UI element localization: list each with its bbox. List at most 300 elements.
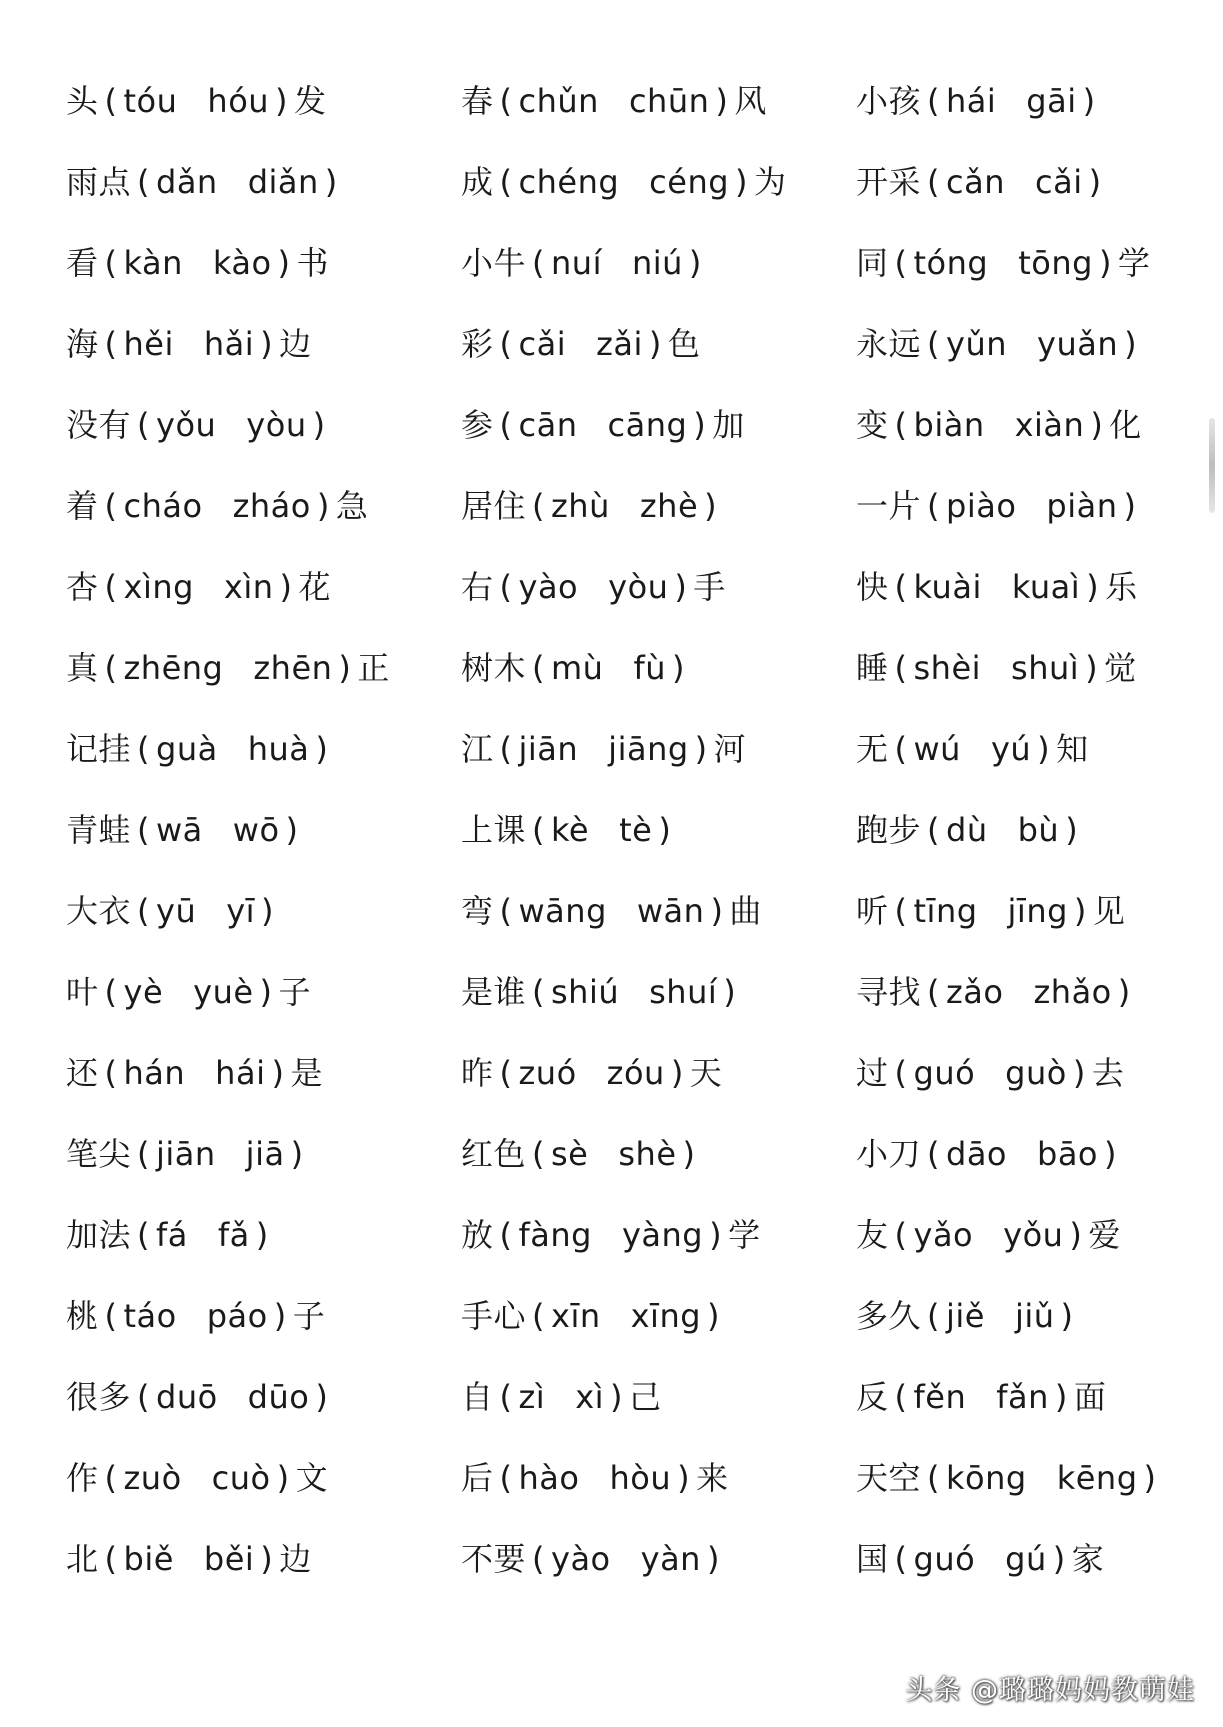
close-paren: ) bbox=[255, 1215, 269, 1254]
close-paren: ) bbox=[706, 1539, 720, 1578]
pinyin-option-1[interactable]: hěi bbox=[123, 324, 174, 363]
close-paren: ) bbox=[694, 729, 708, 768]
pinyin-option-1[interactable]: kàn bbox=[123, 243, 183, 282]
pinyin-option-1[interactable]: shiú bbox=[551, 972, 620, 1011]
word-chars-before: 彩 bbox=[461, 324, 494, 363]
pinyin-option-1[interactable]: yǎo bbox=[913, 1215, 974, 1254]
word-chars-before: 寻找 bbox=[856, 972, 922, 1011]
word-chars-after: 知 bbox=[1056, 729, 1089, 768]
word-chars-before: 树木 bbox=[461, 648, 527, 687]
word-item bbox=[856, 789, 1176, 870]
word-item bbox=[66, 1032, 461, 1113]
word-chars-after: 加 bbox=[712, 405, 745, 444]
pinyin-option-2[interactable]: tōng bbox=[1018, 243, 1093, 282]
pinyin-option-2[interactable]: tè bbox=[619, 810, 653, 849]
close-paren: ) bbox=[312, 405, 326, 444]
word-chars-after: 曲 bbox=[729, 891, 762, 930]
open-paren: ( bbox=[927, 1296, 940, 1335]
word-chars-before: 右 bbox=[461, 567, 494, 606]
close-paren: ) bbox=[279, 567, 293, 606]
open-paren: ( bbox=[894, 729, 908, 768]
open-paren: ( bbox=[532, 972, 545, 1011]
word-chars-after: 去 bbox=[1091, 1053, 1125, 1092]
word-chars-before: 开采 bbox=[856, 162, 922, 201]
word-item bbox=[856, 951, 1176, 1032]
pinyin-option-2[interactable]: huà bbox=[247, 729, 310, 768]
close-paren: ) bbox=[1082, 81, 1096, 120]
pinyin-option-2[interactable]: cāng bbox=[607, 405, 688, 444]
pinyin-option-1[interactable]: zhēng bbox=[123, 648, 224, 687]
pinyin-option-1[interactable]: sè bbox=[551, 1134, 589, 1173]
pinyin-option-2[interactable]: diǎn bbox=[247, 162, 319, 201]
word-item bbox=[856, 384, 1176, 465]
word-chars-after: 书 bbox=[296, 243, 330, 282]
close-paren: ) bbox=[1090, 405, 1104, 444]
word-item bbox=[461, 546, 856, 627]
pinyin-option-1[interactable]: fěn bbox=[913, 1377, 967, 1416]
pinyin-option-2[interactable]: yī bbox=[226, 891, 256, 930]
pinyin-option-1[interactable]: yǔn bbox=[946, 324, 1007, 363]
pinyin-option-1[interactable]: dǎn bbox=[156, 162, 218, 201]
close-paren: ) bbox=[1143, 1458, 1157, 1497]
open-paren: ( bbox=[137, 1377, 150, 1416]
pinyin-option-1[interactable]: kè bbox=[551, 810, 590, 849]
open-paren: ( bbox=[499, 1215, 513, 1254]
word-chars-before: 笔尖 bbox=[66, 1134, 132, 1173]
pinyin-option-2[interactable]: shuí bbox=[649, 972, 718, 1011]
close-paren: ) bbox=[1054, 1377, 1068, 1416]
pinyin-option-2[interactable]: hòu bbox=[609, 1458, 672, 1497]
open-paren: ( bbox=[137, 891, 150, 930]
close-paren: ) bbox=[610, 1377, 623, 1416]
close-paren: ) bbox=[1124, 324, 1138, 363]
word-item bbox=[461, 789, 856, 870]
word-item bbox=[461, 870, 856, 951]
pinyin-option-2[interactable]: páo bbox=[206, 1296, 268, 1335]
word-chars-after: 子 bbox=[292, 1296, 326, 1335]
close-paren: ) bbox=[707, 1296, 721, 1335]
pinyin-option-1[interactable]: kuài bbox=[913, 567, 982, 606]
pinyin-option-2[interactable]: zóu bbox=[606, 1053, 665, 1092]
word-chars-before: 居住 bbox=[461, 486, 527, 525]
close-paren: ) bbox=[260, 1539, 274, 1578]
page-edge-mark bbox=[1209, 418, 1215, 513]
word-chars-before: 北 bbox=[66, 1539, 99, 1578]
close-paren: ) bbox=[670, 1053, 684, 1092]
word-chars-before: 睡 bbox=[856, 648, 889, 687]
word-chars-after: 文 bbox=[295, 1458, 329, 1497]
word-chars-after: 花 bbox=[298, 567, 332, 606]
word-chars-before: 无 bbox=[856, 729, 889, 768]
word-chars-before: 春 bbox=[461, 81, 494, 120]
word-item bbox=[856, 870, 1176, 951]
pinyin-option-1[interactable]: guó bbox=[913, 1539, 976, 1578]
open-paren: ( bbox=[894, 1215, 908, 1254]
word-item bbox=[461, 1356, 856, 1437]
pinyin-option-1[interactable]: zuò bbox=[123, 1458, 182, 1497]
word-chars-after: 子 bbox=[278, 972, 312, 1011]
word-item bbox=[461, 222, 856, 303]
pinyin-option-1[interactable]: yào bbox=[551, 1539, 611, 1578]
pinyin-option-1[interactable]: hán bbox=[123, 1053, 186, 1092]
word-chars-before: 还 bbox=[66, 1053, 99, 1092]
pinyin-option-1[interactable]: chǔn bbox=[518, 81, 599, 120]
pinyin-option-2[interactable]: piàn bbox=[1046, 486, 1118, 525]
word-item bbox=[461, 951, 856, 1032]
word-item bbox=[856, 1356, 1176, 1437]
word-item bbox=[856, 1275, 1176, 1356]
open-paren: ( bbox=[532, 810, 545, 849]
word-item bbox=[461, 384, 856, 465]
pinyin-option-1[interactable]: yǒu bbox=[156, 405, 217, 444]
pinyin-option-2[interactable]: xiàn bbox=[1014, 405, 1085, 444]
word-item bbox=[66, 1113, 461, 1194]
pinyin-option-2[interactable]: jiǔ bbox=[1014, 1296, 1055, 1335]
pinyin-option-2[interactable]: zhēn bbox=[253, 648, 333, 687]
pinyin-option-1[interactable]: guó bbox=[913, 1053, 976, 1092]
word-chars-after: 天 bbox=[689, 1053, 723, 1092]
pinyin-option-1[interactable]: táo bbox=[123, 1296, 177, 1335]
pinyin-option-2[interactable]: zhǎo bbox=[1033, 972, 1112, 1011]
pinyin-option-1[interactable]: hào bbox=[518, 1458, 580, 1497]
word-chars-before: 看 bbox=[66, 243, 99, 282]
open-paren: ( bbox=[894, 243, 908, 282]
word-item bbox=[856, 465, 1176, 546]
word-chars-before: 海 bbox=[66, 324, 99, 363]
word-item bbox=[66, 60, 461, 141]
pinyin-option-1[interactable]: duō bbox=[156, 1377, 218, 1416]
close-paren: ) bbox=[324, 162, 338, 201]
word-chars-before: 青蛙 bbox=[66, 810, 132, 849]
word-item bbox=[461, 627, 856, 708]
open-paren: ( bbox=[927, 324, 940, 363]
close-paren: ) bbox=[672, 648, 685, 687]
open-paren: ( bbox=[104, 486, 118, 525]
pinyin-option-1[interactable]: dāo bbox=[946, 1134, 1007, 1173]
open-paren: ( bbox=[104, 1539, 118, 1578]
word-chars-before: 昨 bbox=[461, 1053, 494, 1092]
close-paren: ) bbox=[693, 405, 707, 444]
pinyin-option-1[interactable]: biě bbox=[123, 1539, 174, 1578]
word-chars-before: 真 bbox=[66, 648, 99, 687]
word-item bbox=[66, 384, 461, 465]
pinyin-option-1[interactable]: wāng bbox=[518, 891, 607, 930]
pinyin-option-2[interactable]: fǎ bbox=[217, 1215, 250, 1254]
close-paren: ) bbox=[260, 324, 274, 363]
close-paren: ) bbox=[1085, 648, 1099, 687]
pinyin-option-2[interactable]: bāo bbox=[1037, 1134, 1098, 1173]
pinyin-option-1[interactable]: cǎn bbox=[946, 162, 1005, 201]
word-chars-after: 见 bbox=[1092, 891, 1126, 930]
word-item bbox=[461, 1437, 856, 1518]
word-chars-before: 小刀 bbox=[856, 1134, 922, 1173]
word-item bbox=[66, 1437, 461, 1518]
close-paren: ) bbox=[1072, 1053, 1086, 1092]
pinyin-option-1[interactable]: yào bbox=[518, 567, 579, 606]
word-chars-after: 手 bbox=[693, 567, 726, 606]
close-paren: ) bbox=[1086, 567, 1100, 606]
word-item bbox=[66, 303, 461, 384]
open-paren: ( bbox=[532, 1134, 545, 1173]
word-chars-before: 大衣 bbox=[66, 891, 132, 930]
word-chars-after: 色 bbox=[667, 324, 701, 363]
word-item bbox=[461, 303, 856, 384]
pinyin-option-2[interactable]: shuì bbox=[1011, 648, 1080, 687]
pinyin-option-2[interactable]: yuǎn bbox=[1037, 324, 1119, 363]
word-chars-after: 边 bbox=[279, 1539, 312, 1578]
word-item bbox=[461, 1032, 856, 1113]
close-paren: ) bbox=[1052, 1539, 1066, 1578]
word-item bbox=[461, 465, 856, 546]
pinyin-option-1[interactable]: hái bbox=[946, 81, 997, 120]
close-paren: ) bbox=[285, 810, 299, 849]
pinyin-option-2[interactable]: niú bbox=[631, 243, 683, 282]
close-paren: ) bbox=[704, 486, 718, 525]
close-paren: ) bbox=[275, 81, 289, 120]
watermark: 头条 @璐璐妈妈教萌娃 bbox=[905, 1675, 1195, 1706]
open-paren: ( bbox=[104, 648, 118, 687]
pinyin-option-1[interactable]: guà bbox=[156, 729, 218, 768]
word-item bbox=[856, 627, 1176, 708]
pinyin-option-2[interactable]: zháo bbox=[232, 486, 311, 525]
close-paren: ) bbox=[648, 324, 662, 363]
close-paren: ) bbox=[1098, 243, 1112, 282]
pinyin-option-2[interactable]: kēng bbox=[1056, 1458, 1138, 1497]
pinyin-option-1[interactable]: mù bbox=[551, 648, 604, 687]
open-paren: ( bbox=[499, 1458, 513, 1497]
pinyin-option-1[interactable]: chéng bbox=[518, 162, 620, 201]
word-chars-before: 记挂 bbox=[66, 729, 132, 768]
pinyin-option-1[interactable]: tóu bbox=[123, 81, 178, 120]
close-paren: ) bbox=[1065, 810, 1079, 849]
pinyin-option-2[interactable]: dūo bbox=[247, 1377, 310, 1416]
pinyin-option-1[interactable]: dù bbox=[946, 810, 988, 849]
close-paren: ) bbox=[315, 729, 329, 768]
word-chars-after: 河 bbox=[713, 729, 747, 768]
open-paren: ( bbox=[927, 810, 940, 849]
pinyin-option-2[interactable]: wō bbox=[232, 810, 280, 849]
pinyin-option-1[interactable]: jiě bbox=[946, 1296, 985, 1335]
word-chars-before: 很多 bbox=[66, 1377, 132, 1416]
word-chars-after: 乐 bbox=[1105, 567, 1138, 606]
pinyin-option-2[interactable]: guò bbox=[1005, 1053, 1067, 1092]
word-chars-before: 不要 bbox=[461, 1539, 527, 1578]
pinyin-option-1[interactable]: jiān bbox=[156, 1134, 216, 1173]
open-paren: ( bbox=[104, 243, 118, 282]
open-paren: ( bbox=[104, 972, 118, 1011]
pinyin-option-2[interactable]: cǎi bbox=[1034, 162, 1083, 201]
open-paren: ( bbox=[532, 486, 545, 525]
pinyin-option-2[interactable]: xì bbox=[575, 1377, 605, 1416]
word-chars-after: 己 bbox=[629, 1377, 662, 1416]
open-paren: ( bbox=[104, 1296, 118, 1335]
word-chars-before: 同 bbox=[856, 243, 889, 282]
pinyin-option-2[interactable]: xīng bbox=[630, 1296, 702, 1335]
pinyin-option-2[interactable]: hóu bbox=[207, 81, 270, 120]
open-paren: ( bbox=[894, 891, 908, 930]
pinyin-option-1[interactable]: zǎo bbox=[946, 972, 1004, 1011]
pinyin-option-1[interactable]: wā bbox=[156, 810, 203, 849]
pinyin-option-1[interactable]: jiān bbox=[518, 729, 579, 768]
word-item bbox=[856, 546, 1176, 627]
word-chars-before: 跑步 bbox=[856, 810, 922, 849]
open-paren: ( bbox=[894, 648, 908, 687]
word-chars-before: 快 bbox=[856, 567, 889, 606]
pinyin-option-2[interactable]: zhè bbox=[639, 486, 699, 525]
word-chars-after: 面 bbox=[1073, 1377, 1107, 1416]
pinyin-option-2[interactable]: céng bbox=[649, 162, 730, 201]
word-chars-after: 为 bbox=[754, 162, 787, 201]
word-chars-before: 天空 bbox=[856, 1458, 922, 1497]
word-item bbox=[856, 60, 1176, 141]
pinyin-option-1[interactable]: cháo bbox=[123, 486, 203, 525]
pinyin-option-2[interactable]: yàng bbox=[621, 1215, 704, 1254]
close-paren: ) bbox=[276, 1458, 290, 1497]
pinyin-option-1[interactable]: zhù bbox=[551, 486, 610, 525]
pinyin-option-2[interactable]: yú bbox=[990, 729, 1032, 768]
pinyin-option-1[interactable]: kōng bbox=[946, 1458, 1027, 1497]
pinyin-option-2[interactable]: cuò bbox=[211, 1458, 271, 1497]
pinyin-option-2[interactable]: bù bbox=[1017, 810, 1060, 849]
pinyin-option-1[interactable]: fá bbox=[156, 1215, 188, 1254]
pinyin-option-1[interactable]: yū bbox=[156, 891, 197, 930]
pinyin-option-2[interactable]: chūn bbox=[628, 81, 710, 120]
word-chars-before: 桃 bbox=[66, 1296, 99, 1335]
open-paren: ( bbox=[532, 1539, 545, 1578]
open-paren: ( bbox=[927, 486, 940, 525]
open-paren: ( bbox=[894, 1053, 908, 1092]
pinyin-option-1[interactable]: xīn bbox=[551, 1296, 601, 1335]
word-chars-before: 上课 bbox=[461, 810, 527, 849]
pinyin-option-2[interactable]: běi bbox=[203, 1539, 255, 1578]
pinyin-option-1[interactable]: cǎi bbox=[518, 324, 567, 363]
word-item bbox=[856, 1194, 1176, 1275]
close-paren: ) bbox=[290, 1134, 304, 1173]
open-paren: ( bbox=[499, 81, 513, 120]
pinyin-option-1[interactable]: tīng bbox=[913, 891, 978, 930]
pinyin-option-2[interactable]: yòu bbox=[246, 405, 307, 444]
pinyin-option-1[interactable]: nuí bbox=[551, 243, 602, 282]
word-item bbox=[66, 546, 461, 627]
close-paren: ) bbox=[658, 810, 672, 849]
pinyin-option-2[interactable]: jīng bbox=[1007, 891, 1068, 930]
pinyin-option-2[interactable]: wān bbox=[636, 891, 705, 930]
pinyin-option-1[interactable]: yè bbox=[123, 972, 164, 1011]
word-item bbox=[66, 465, 461, 546]
word-chars-before: 小孩 bbox=[856, 81, 922, 120]
word-chars-before: 着 bbox=[66, 486, 99, 525]
close-paren: ) bbox=[709, 1215, 723, 1254]
open-paren: ( bbox=[927, 81, 940, 120]
pinyin-option-1[interactable]: xìng bbox=[123, 567, 194, 606]
word-item bbox=[66, 789, 461, 870]
word-item bbox=[66, 222, 461, 303]
word-item bbox=[461, 1194, 856, 1275]
open-paren: ( bbox=[499, 1053, 513, 1092]
pinyin-option-1[interactable]: wú bbox=[913, 729, 961, 768]
word-item bbox=[856, 1437, 1176, 1518]
pinyin-option-2[interactable]: yuè bbox=[193, 972, 254, 1011]
pinyin-option-1[interactable]: zì bbox=[518, 1377, 546, 1416]
word-chars-before: 后 bbox=[461, 1458, 494, 1497]
word-chars-before: 雨点 bbox=[66, 162, 132, 201]
pinyin-option-1[interactable]: shèi bbox=[913, 648, 982, 687]
word-item bbox=[66, 708, 461, 789]
open-paren: ( bbox=[104, 1458, 118, 1497]
word-item bbox=[461, 141, 856, 222]
open-paren: ( bbox=[137, 162, 150, 201]
pinyin-option-2[interactable]: xìn bbox=[223, 567, 274, 606]
open-paren: ( bbox=[894, 1377, 908, 1416]
word-item bbox=[856, 1518, 1176, 1599]
pinyin-option-1[interactable]: biàn bbox=[913, 405, 985, 444]
open-paren: ( bbox=[532, 1296, 545, 1335]
word-chars-before: 是谁 bbox=[461, 972, 527, 1011]
word-chars-after: 正 bbox=[357, 648, 390, 687]
word-chars-before: 成 bbox=[461, 162, 494, 201]
pinyin-option-2[interactable]: shè bbox=[618, 1134, 677, 1173]
pinyin-option-1[interactable]: piào bbox=[946, 486, 1017, 525]
open-paren: ( bbox=[104, 567, 118, 606]
pinyin-option-2[interactable]: yàn bbox=[640, 1539, 701, 1578]
pinyin-option-1[interactable]: cān bbox=[518, 405, 578, 444]
pinyin-option-2[interactable]: hái bbox=[215, 1053, 266, 1092]
close-paren: ) bbox=[261, 891, 275, 930]
close-paren: ) bbox=[277, 243, 291, 282]
word-item bbox=[461, 1113, 856, 1194]
word-item bbox=[66, 1194, 461, 1275]
pinyin-option-2[interactable]: fǎn bbox=[996, 1377, 1049, 1416]
open-paren: ( bbox=[927, 1134, 940, 1173]
open-paren: ( bbox=[499, 567, 513, 606]
pinyin-option-1[interactable]: zuó bbox=[518, 1053, 577, 1092]
word-item bbox=[856, 1032, 1176, 1113]
pinyin-option-2[interactable]: zǎi bbox=[596, 324, 643, 363]
pinyin-option-1[interactable]: tóng bbox=[913, 243, 989, 282]
close-paren: ) bbox=[273, 1296, 287, 1335]
pinyin-option-2[interactable]: hǎi bbox=[203, 324, 255, 363]
word-chars-before: 小牛 bbox=[461, 243, 527, 282]
pinyin-option-2[interactable]: gāi bbox=[1026, 81, 1077, 120]
open-paren: ( bbox=[104, 324, 118, 363]
close-paren: ) bbox=[688, 243, 702, 282]
open-paren: ( bbox=[532, 648, 545, 687]
pinyin-option-2[interactable]: yǒu bbox=[1003, 1215, 1064, 1254]
pinyin-option-1[interactable]: fàng bbox=[518, 1215, 592, 1254]
pinyin-option-2[interactable]: kuaì bbox=[1011, 567, 1081, 606]
word-item bbox=[66, 1356, 461, 1437]
pinyin-option-2[interactable]: fù bbox=[633, 648, 666, 687]
word-chars-before: 江 bbox=[461, 729, 494, 768]
word-chars-after: 觉 bbox=[1104, 648, 1137, 687]
word-chars-before: 头 bbox=[66, 81, 99, 120]
word-chars-before: 一片 bbox=[856, 486, 922, 525]
pinyin-option-2[interactable]: gú bbox=[1005, 1539, 1047, 1578]
word-item bbox=[461, 60, 856, 141]
pinyin-option-2[interactable]: jiā bbox=[245, 1134, 285, 1173]
word-chars-before: 杏 bbox=[66, 567, 99, 606]
word-chars-after: 学 bbox=[1117, 243, 1151, 282]
word-chars-before: 参 bbox=[461, 405, 494, 444]
word-chars-before: 红色 bbox=[461, 1134, 527, 1173]
pinyin-option-2[interactable]: yòu bbox=[608, 567, 669, 606]
pinyin-option-2[interactable]: jiāng bbox=[608, 729, 689, 768]
close-paren: ) bbox=[682, 1134, 696, 1173]
word-chars-after: 风 bbox=[734, 81, 767, 120]
close-paren: ) bbox=[1104, 1134, 1117, 1173]
word-chars-after: 家 bbox=[1071, 1539, 1105, 1578]
pinyin-option-2[interactable]: kào bbox=[212, 243, 272, 282]
